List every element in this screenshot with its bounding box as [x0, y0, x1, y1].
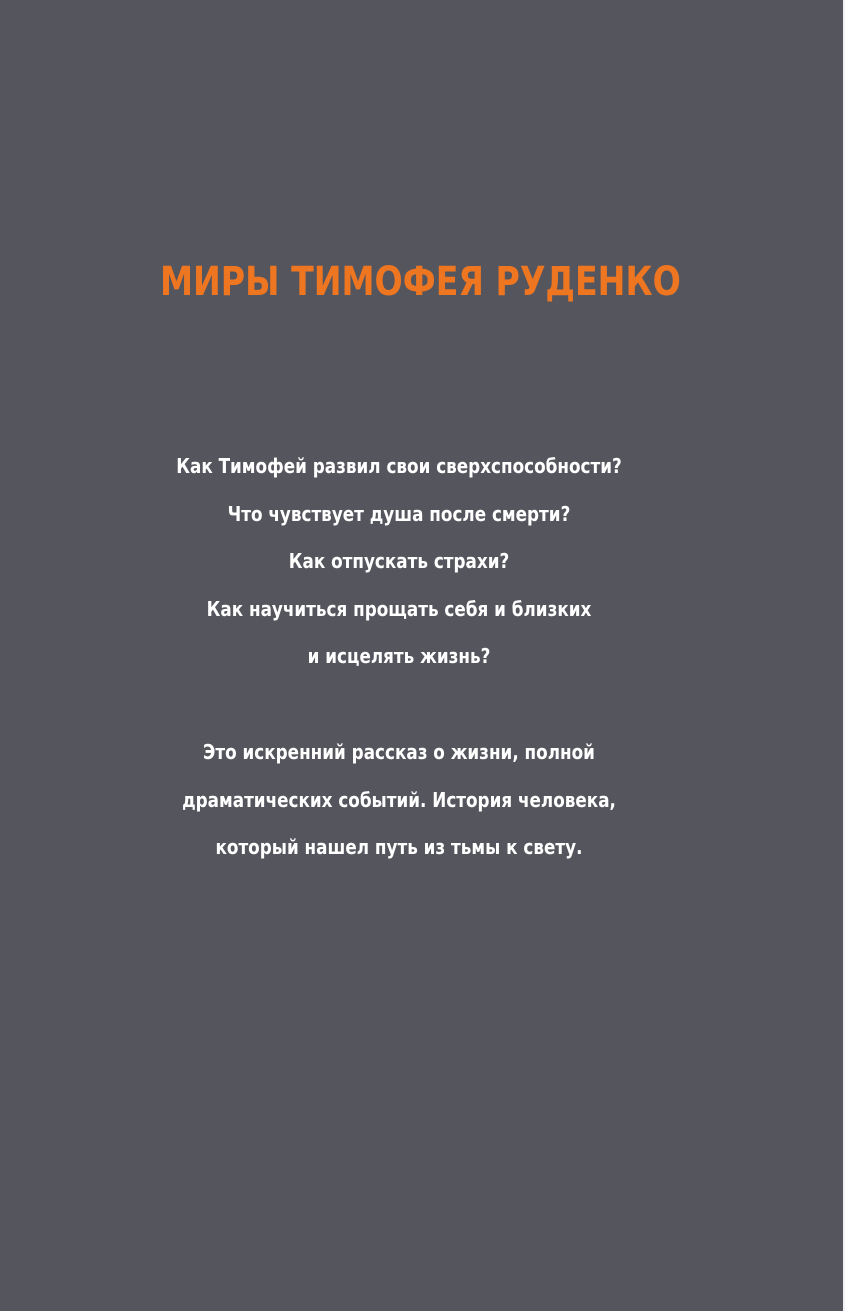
question-line: Как научиться прощать себя и близких	[206, 596, 592, 621]
description-line: Это искренний рассказ о жизни, полной	[203, 740, 595, 764]
question-line: Как отпускать страхи?	[288, 549, 510, 573]
description-line: драматических событий. История человека,	[182, 787, 616, 812]
question-line: и исцелять жизнь?	[307, 644, 491, 668]
description-block	[0, 729, 798, 872]
question-line: Что чувствует душа после смерти?	[227, 501, 571, 526]
questions-block	[0, 443, 798, 681]
question-line: Как Тимофей развил свои сверхспособности?	[176, 454, 622, 478]
series-title: МИРЫ ТИМОФЕЯ РУДЕНКО	[159, 259, 681, 305]
description-line: который нашел путь из тьмы к свету.	[215, 835, 583, 859]
